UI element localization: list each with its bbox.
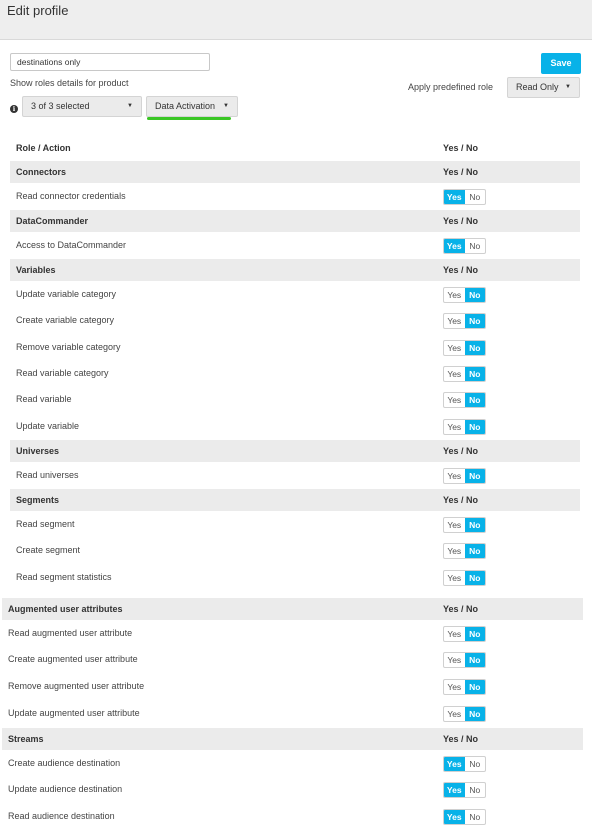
yes-option[interactable]: Yes (447, 655, 462, 665)
predefined-role-value: Read Only (516, 82, 559, 92)
apply-role-label: Apply predefined role (408, 82, 494, 92)
yes-option[interactable]: Yes (447, 343, 462, 353)
group-name: Streams (8, 734, 44, 744)
save-button[interactable]: Save (541, 53, 581, 74)
yes-option[interactable]: Yes (444, 810, 465, 824)
yes-no-toggle[interactable] (443, 756, 486, 772)
role-label: Read variable category (16, 368, 109, 378)
group-name: Universes (16, 446, 60, 456)
yes-no-toggle[interactable] (443, 679, 486, 695)
role-label: Create augmented user attribute (8, 654, 138, 664)
group-name: DataCommander (16, 216, 89, 226)
role-row (10, 234, 580, 256)
no-option[interactable]: No (469, 759, 481, 769)
no-option[interactable]: No (465, 341, 486, 355)
yes-option[interactable]: Yes (444, 239, 465, 253)
role-row (10, 388, 580, 410)
yes-no-toggle[interactable] (443, 189, 486, 205)
group-name: Variables (16, 265, 56, 275)
selection-dropdown-label: 3 of 3 selected (31, 101, 90, 111)
role-label: Create segment (16, 545, 81, 555)
yes-no-toggle[interactable] (443, 517, 486, 533)
yes-no-header: Yes / No (443, 495, 479, 505)
no-option[interactable]: No (469, 241, 481, 251)
group-header-row (10, 259, 580, 281)
role-row (10, 539, 580, 561)
yes-option[interactable]: Yes (447, 709, 462, 719)
group-header-row (10, 440, 580, 462)
role-label: Update variable (16, 421, 80, 431)
role-row (10, 464, 580, 486)
yes-option[interactable]: Yes (447, 395, 462, 405)
highlight-underline (147, 117, 231, 120)
no-option[interactable]: No (465, 518, 486, 532)
yes-option[interactable]: Yes (447, 369, 462, 379)
role-row (10, 309, 580, 331)
role-action-header: Role / Action (16, 143, 71, 153)
yes-no-toggle[interactable] (443, 468, 486, 484)
yes-option[interactable]: Yes (447, 316, 462, 326)
no-option[interactable]: No (465, 544, 486, 558)
yes-no-toggle[interactable] (443, 340, 486, 356)
role-label: Access to DataCommander (16, 240, 127, 250)
yes-no-header: Yes / No (443, 734, 479, 744)
yes-no-header: Yes / No (443, 265, 479, 275)
no-option[interactable]: No (465, 707, 486, 721)
yes-no-toggle[interactable] (443, 287, 486, 303)
yes-no-toggle[interactable] (443, 238, 486, 254)
role-label: Read segment (16, 519, 75, 529)
product-dropdown-label: Data Activation (155, 101, 216, 111)
no-option[interactable]: No (469, 812, 481, 822)
caret-down-icon: ▼ (223, 103, 229, 109)
group-name: Augmented user attributes (8, 604, 123, 614)
caret-down-icon: ▼ (565, 84, 571, 90)
role-label: Create variable category (16, 315, 115, 325)
role-row (2, 752, 583, 774)
predefined-role-dropdown[interactable] (507, 77, 580, 98)
role-row (10, 415, 580, 437)
role-label: Update variable category (16, 289, 117, 299)
table-header-row (10, 137, 580, 159)
no-option[interactable]: No (465, 314, 486, 328)
yes-no-toggle[interactable] (443, 782, 486, 798)
no-option[interactable]: No (465, 393, 486, 407)
no-option[interactable]: No (465, 469, 486, 483)
yes-no-toggle[interactable] (443, 809, 486, 825)
yes-option[interactable]: Yes (447, 682, 462, 692)
show-roles-label: Show roles details for product (10, 78, 129, 88)
role-row (2, 805, 583, 827)
filter-input[interactable] (10, 53, 210, 71)
role-row (10, 336, 580, 358)
role-label: Read segment statistics (16, 572, 112, 582)
yes-option[interactable]: Yes (447, 546, 462, 556)
group-header-row (2, 598, 583, 620)
caret-down-icon: ▼ (127, 103, 133, 109)
yes-option[interactable]: Yes (447, 290, 462, 300)
yes-option[interactable]: Yes (447, 422, 462, 432)
yes-no-header: Yes / No (443, 604, 479, 614)
product-dropdown[interactable] (146, 96, 238, 117)
role-row (2, 778, 583, 800)
group-header-row (10, 210, 580, 232)
group-header-row (2, 728, 583, 750)
yes-no-toggle[interactable] (443, 570, 486, 586)
no-option[interactable]: No (465, 367, 486, 381)
yes-no-header: Yes / No (443, 446, 479, 456)
no-option[interactable]: No (465, 627, 486, 641)
role-label: Create audience destination (8, 758, 121, 768)
no-option[interactable]: No (469, 192, 481, 202)
role-label: Remove variable category (16, 342, 121, 352)
group-header-row (10, 489, 580, 511)
no-option[interactable]: No (465, 571, 486, 585)
role-row (10, 566, 580, 588)
role-label: Update augmented user attribute (8, 708, 140, 718)
role-row (10, 185, 580, 207)
yes-no-toggle[interactable] (443, 313, 486, 329)
yes-option[interactable]: Yes (444, 783, 465, 797)
role-label: Read universes (16, 470, 79, 480)
no-option[interactable]: No (465, 420, 486, 434)
page-title: Edit profile (7, 3, 69, 18)
info-icon[interactable]: i (10, 105, 18, 113)
role-label: Read variable (16, 394, 72, 404)
yes-option[interactable]: Yes (444, 757, 465, 771)
role-label: Update audience destination (8, 784, 123, 794)
yes-no-toggle[interactable] (443, 626, 486, 642)
group-name: Segments (16, 495, 60, 505)
role-row (10, 283, 580, 305)
role-label: Read augmented user attribute (8, 628, 133, 638)
yes-no-toggle[interactable] (443, 706, 486, 722)
yes-no-toggle[interactable] (443, 419, 486, 435)
role-row (2, 622, 583, 644)
no-option[interactable]: No (465, 653, 486, 667)
group-header-row (10, 161, 580, 183)
no-option[interactable]: No (465, 680, 486, 694)
yes-no-toggle[interactable] (443, 392, 486, 408)
page-header (0, 0, 592, 40)
group-name: Connectors (16, 167, 67, 177)
role-label: Remove augmented user attribute (8, 681, 145, 691)
yes-no-header: Yes / No (443, 143, 479, 153)
no-option[interactable]: No (469, 785, 481, 795)
role-label: Read audience destination (8, 811, 115, 821)
yes-no-toggle[interactable] (443, 543, 486, 559)
role-row (2, 702, 583, 724)
role-row (10, 362, 580, 384)
role-row (2, 675, 583, 697)
yes-no-toggle[interactable] (443, 652, 486, 668)
selection-dropdown[interactable] (22, 96, 142, 117)
role-label: Read connector credentials (16, 191, 126, 201)
yes-no-header: Yes / No (443, 167, 479, 177)
yes-option[interactable]: Yes (447, 629, 462, 639)
yes-no-toggle[interactable] (443, 366, 486, 382)
yes-option[interactable]: Yes (447, 471, 462, 481)
yes-option[interactable]: Yes (444, 190, 465, 204)
no-option[interactable]: No (465, 288, 486, 302)
role-row (10, 513, 580, 535)
yes-no-header: Yes / No (443, 216, 479, 226)
yes-option[interactable]: Yes (447, 520, 462, 530)
role-row (2, 648, 583, 670)
yes-option[interactable]: Yes (447, 573, 462, 583)
